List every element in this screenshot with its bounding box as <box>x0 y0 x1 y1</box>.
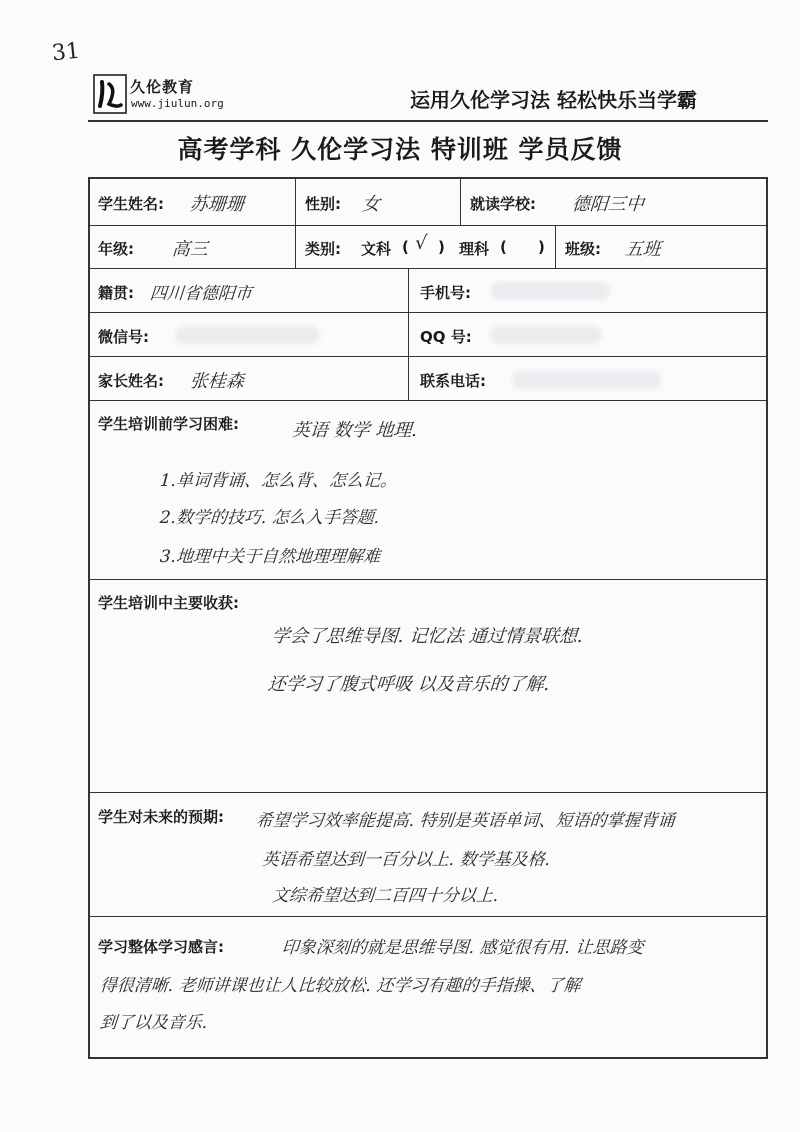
row-divider <box>88 268 768 269</box>
origin-label: 籍贯: <box>98 284 134 302</box>
parent-name-value: 张桂森 <box>189 371 245 392</box>
expectations-label: 学生对未来的预期: <box>98 808 224 826</box>
student-name-value: 苏珊珊 <box>189 194 245 215</box>
science-paren-open: ( <box>500 238 507 256</box>
difficulty-line: 英语 数学 地理. <box>291 420 418 441</box>
arts-paren-close: ) <box>438 238 445 256</box>
feedback-form <box>88 177 768 1059</box>
qq-label: QQ 号: <box>420 328 472 346</box>
class-label: 班级: <box>565 240 601 258</box>
grade-label: 年级: <box>98 240 134 258</box>
class-value: 五班 <box>624 239 662 260</box>
gender-value: 女 <box>361 194 381 215</box>
column-divider <box>460 177 461 225</box>
difficulty-line: 3.地理中关于自然地理理解难 <box>159 547 381 567</box>
row-divider <box>88 356 768 357</box>
category-label: 类别: <box>305 240 341 258</box>
overall-line: 得很清晰. 老师讲课也让人比较放松. 还学习有趣的手指操、了解 <box>99 976 582 996</box>
section-divider <box>88 792 768 793</box>
slogan: 运用久伦学习法 轻松快乐当学霸 <box>410 88 697 112</box>
column-divider <box>408 268 409 400</box>
wechat-label: 微信号: <box>98 328 149 346</box>
overall-label: 学习整体学习感言: <box>98 938 224 956</box>
row-divider <box>88 225 768 226</box>
expectations-line: 希望学习效率能提高. 特别是英语单词、短语的掌握背诵 <box>255 811 676 831</box>
science-paren-close: ) <box>538 238 545 256</box>
header-divider <box>88 120 768 122</box>
parent-name-label: 家长姓名: <box>98 372 164 390</box>
gains-line: 学会了思维导图. 记忆法 通过情景联想. <box>271 626 584 647</box>
gains-label: 学生培训中主要收获: <box>98 594 239 612</box>
student-name-label: 学生姓名: <box>98 195 164 213</box>
school-label: 就读学校: <box>470 195 536 213</box>
arts-checkmark: √ <box>414 232 428 254</box>
phone-label: 手机号: <box>420 284 471 302</box>
grade-value: 高三 <box>171 239 209 260</box>
arts-label: 文科 <box>361 240 392 258</box>
overall-line: 印象深刻的就是思维导图. 感觉很有用. 让思路变 <box>281 938 645 958</box>
brand-name: 久伦教育 <box>130 78 195 96</box>
jiulun-logo <box>93 74 127 114</box>
school-value: 德阳三中 <box>571 194 645 215</box>
phone-redacted <box>490 282 610 300</box>
contact-phone-redacted <box>512 371 662 389</box>
column-divider <box>295 177 296 268</box>
brand-url: www.jiulun.org <box>131 97 224 110</box>
gender-label: 性别: <box>305 195 341 213</box>
origin-value: 四川省德阳市 <box>149 284 253 304</box>
science-label: 理科 <box>459 240 490 258</box>
qq-redacted <box>490 326 602 344</box>
overall-line: 到了以及音乐. <box>99 1013 208 1033</box>
page-number: 31 <box>50 38 82 67</box>
expectations-line: 文综希望达到二百四十分以上. <box>271 886 499 906</box>
expectations-line: 英语希望达到一百分以上. 数学基及格. <box>261 850 551 870</box>
arts-paren-open: ( <box>402 238 409 256</box>
contact-phone-label: 联系电话: <box>420 372 486 390</box>
difficulties-label: 学生培训前学习困难: <box>98 415 239 433</box>
section-divider <box>88 579 768 580</box>
row-divider <box>88 400 768 401</box>
page-title: 高考学科 久伦学习法 特训班 学员反馈 <box>177 135 623 164</box>
difficulty-line: 2.数学的技巧. 怎么入手答题. <box>159 508 380 528</box>
row-divider <box>88 312 768 313</box>
difficulty-line: 1.单词背诵、怎么背、怎么记。 <box>159 471 398 491</box>
gains-line: 还学习了腹式呼吸 以及音乐的了解. <box>267 674 551 695</box>
column-divider <box>555 225 556 268</box>
section-divider <box>88 916 768 917</box>
wechat-redacted <box>175 326 320 344</box>
